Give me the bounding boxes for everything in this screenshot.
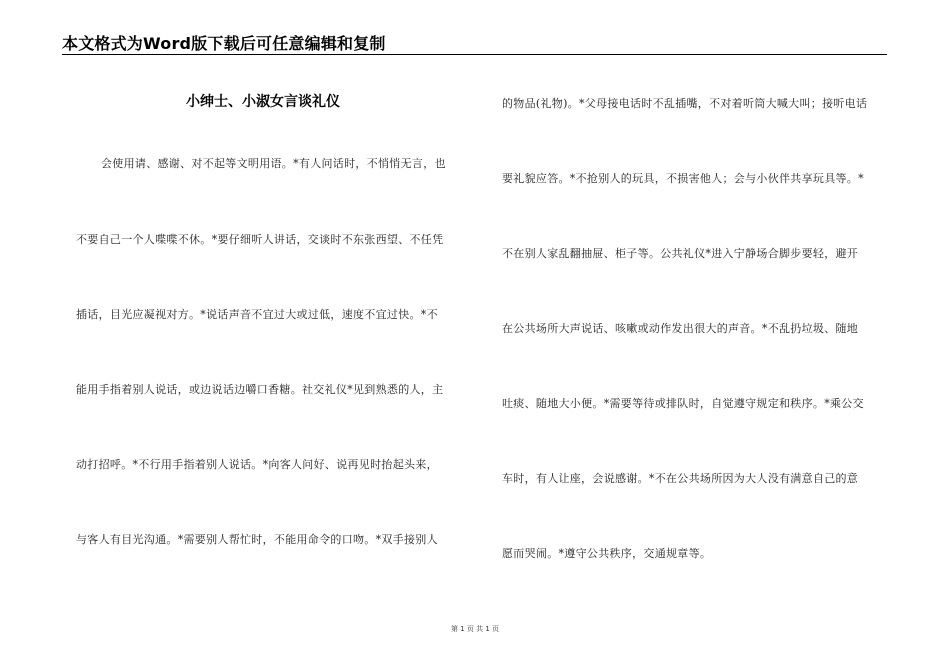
right-line-5: 吐痰、随地大小便。*需要等待或排队时，自觉遵守规定和秩序。*乘公交 — [502, 397, 864, 410]
left-line-6: 与客人有目光沟通。*需要别人帮忙时，不能用命令的口吻。*双手接别人 — [76, 533, 438, 546]
right-line-4: 在公共场所大声说话、咳嗽或动作发出很大的声音。*不乱扔垃圾、随地 — [502, 322, 859, 335]
right-line-7: 愿而哭闹。*遵守公共秩序，交通规章等。 — [502, 547, 712, 560]
left-line-1: 会使用请、感谢、对不起等文明用语。*有人问话时，不悄悄无言，也 — [101, 157, 446, 170]
header-divider — [62, 54, 887, 55]
right-line-3: 不在别人家乱翻抽屉、柜子等。公共礼仪*进入宁静场合脚步要轻，避开 — [502, 247, 859, 260]
right-line-6: 车时，有人让座，会说感谢。*不在公共场所因为大人没有满意自己的意 — [502, 472, 859, 485]
right-line-2: 要礼貌应答。*不抢别人的玩具，不损害他人；会与小伙伴共享玩具等。* — [502, 172, 864, 185]
right-line-1: 的物品(礼物)。*父母接电话时不乱插嘴，不对着听筒大喊大叫；接听电话 — [502, 97, 868, 110]
document-title: 小绅士、小淑女言谈礼仪 — [186, 94, 340, 110]
header-title: 本文格式为Word版下载后可任意编辑和复制 — [62, 34, 386, 53]
page-number-footer: 第 1 页 共 1 页 — [450, 625, 500, 633]
left-line-3: 插话，目光应凝视对方。*说话声音不宜过大或过低，速度不宜过快。*不 — [76, 308, 438, 321]
left-line-4: 能用手指着别人说话，或边说话边嚼口香糖。社交礼仪*见到熟悉的人，主 — [76, 383, 444, 396]
left-line-5: 动打招呼。*不行用手指着别人说话。*向客人问好、说再见时抬起头来， — [76, 458, 438, 471]
left-line-2: 不要自己一个人喋喋不休。*要仔细听人讲话，交谈时不东张西望、不任凭 — [76, 233, 444, 246]
